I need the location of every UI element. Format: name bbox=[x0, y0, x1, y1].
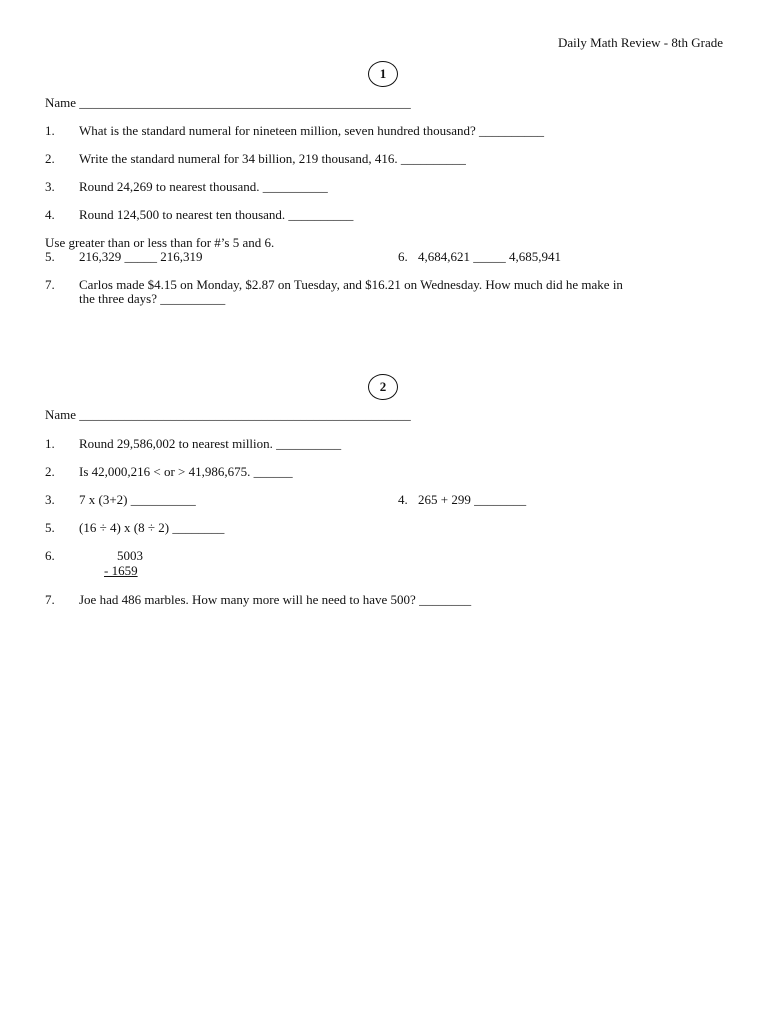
s1-q7-text-line1: Carlos made $4.15 on Monday, $2.87 on Tuesday, and $16.21 on Wednesday. How much did he make in bbox=[79, 277, 623, 292]
s1-q7-number: 7. bbox=[45, 277, 55, 292]
s1-q5-number: 5. bbox=[45, 249, 55, 264]
s2-q3-number: 3. bbox=[45, 492, 55, 507]
s1-q3-text: Round 24,269 to nearest thousand. __________ bbox=[79, 179, 328, 194]
s2-q2-text: Is 42,000,216 < or > 41,986,675. ______ bbox=[79, 464, 293, 479]
s2-q3-text: 7 x (3+2) __________ bbox=[79, 492, 196, 507]
s1-q1-number: 1. bbox=[45, 123, 55, 138]
s1-q1-text: What is the standard numeral for nineteen million, seven hundred thousand? __________ bbox=[79, 123, 544, 138]
s1-q6-text: 4,684,621 _____ 4,685,941 bbox=[418, 249, 561, 264]
s2-q7-number: 7. bbox=[45, 592, 55, 607]
section-1-number-badge: 1 bbox=[368, 61, 398, 87]
s1-q5-text: 216,329 _____ 216,319 bbox=[79, 249, 203, 264]
page-header-title: Daily Math Review - 8th Grade bbox=[558, 35, 723, 50]
s2-q5-number: 5. bbox=[45, 520, 55, 535]
s1-instruction: Use greater than or less than for #’s 5 and 6. bbox=[45, 235, 275, 250]
s1-q4-text: Round 124,500 to nearest ten thousand. __________ bbox=[79, 207, 354, 222]
s2-q2-number: 2. bbox=[45, 464, 55, 479]
s1-q4-number: 4. bbox=[45, 207, 55, 222]
s1-q6-number: 6. bbox=[398, 249, 408, 264]
section-2-name-field: Name ___________________________________________________ bbox=[45, 407, 411, 422]
s2-q6-bottom-operand: - 1659 bbox=[104, 563, 138, 578]
s2-q6-top-operand: 5003 bbox=[117, 548, 143, 563]
s1-q2-text: Write the standard numeral for 34 billion, 219 thousand, 416. __________ bbox=[79, 151, 466, 166]
s2-q7-text: Joe had 486 marbles. How many more will he need to have 500? ________ bbox=[79, 592, 472, 607]
s1-q2-number: 2. bbox=[45, 151, 55, 166]
s2-q6-number: 6. bbox=[45, 548, 55, 563]
s2-q4-number: 4. bbox=[398, 492, 408, 507]
s2-q5-text: (16 ÷ 4) x (8 ÷ 2) ________ bbox=[79, 520, 225, 535]
section-2-number-badge: 2 bbox=[368, 374, 398, 400]
s1-q7-text-line2: the three days? __________ bbox=[79, 291, 226, 306]
s2-q1-number: 1. bbox=[45, 436, 55, 451]
section-1-name-field: Name ___________________________________________________ bbox=[45, 95, 411, 110]
s1-q3-number: 3. bbox=[45, 179, 55, 194]
s2-q1-text: Round 29,586,002 to nearest million. __________ bbox=[79, 436, 342, 451]
s2-q4-text: 265 + 299 ________ bbox=[418, 492, 527, 507]
